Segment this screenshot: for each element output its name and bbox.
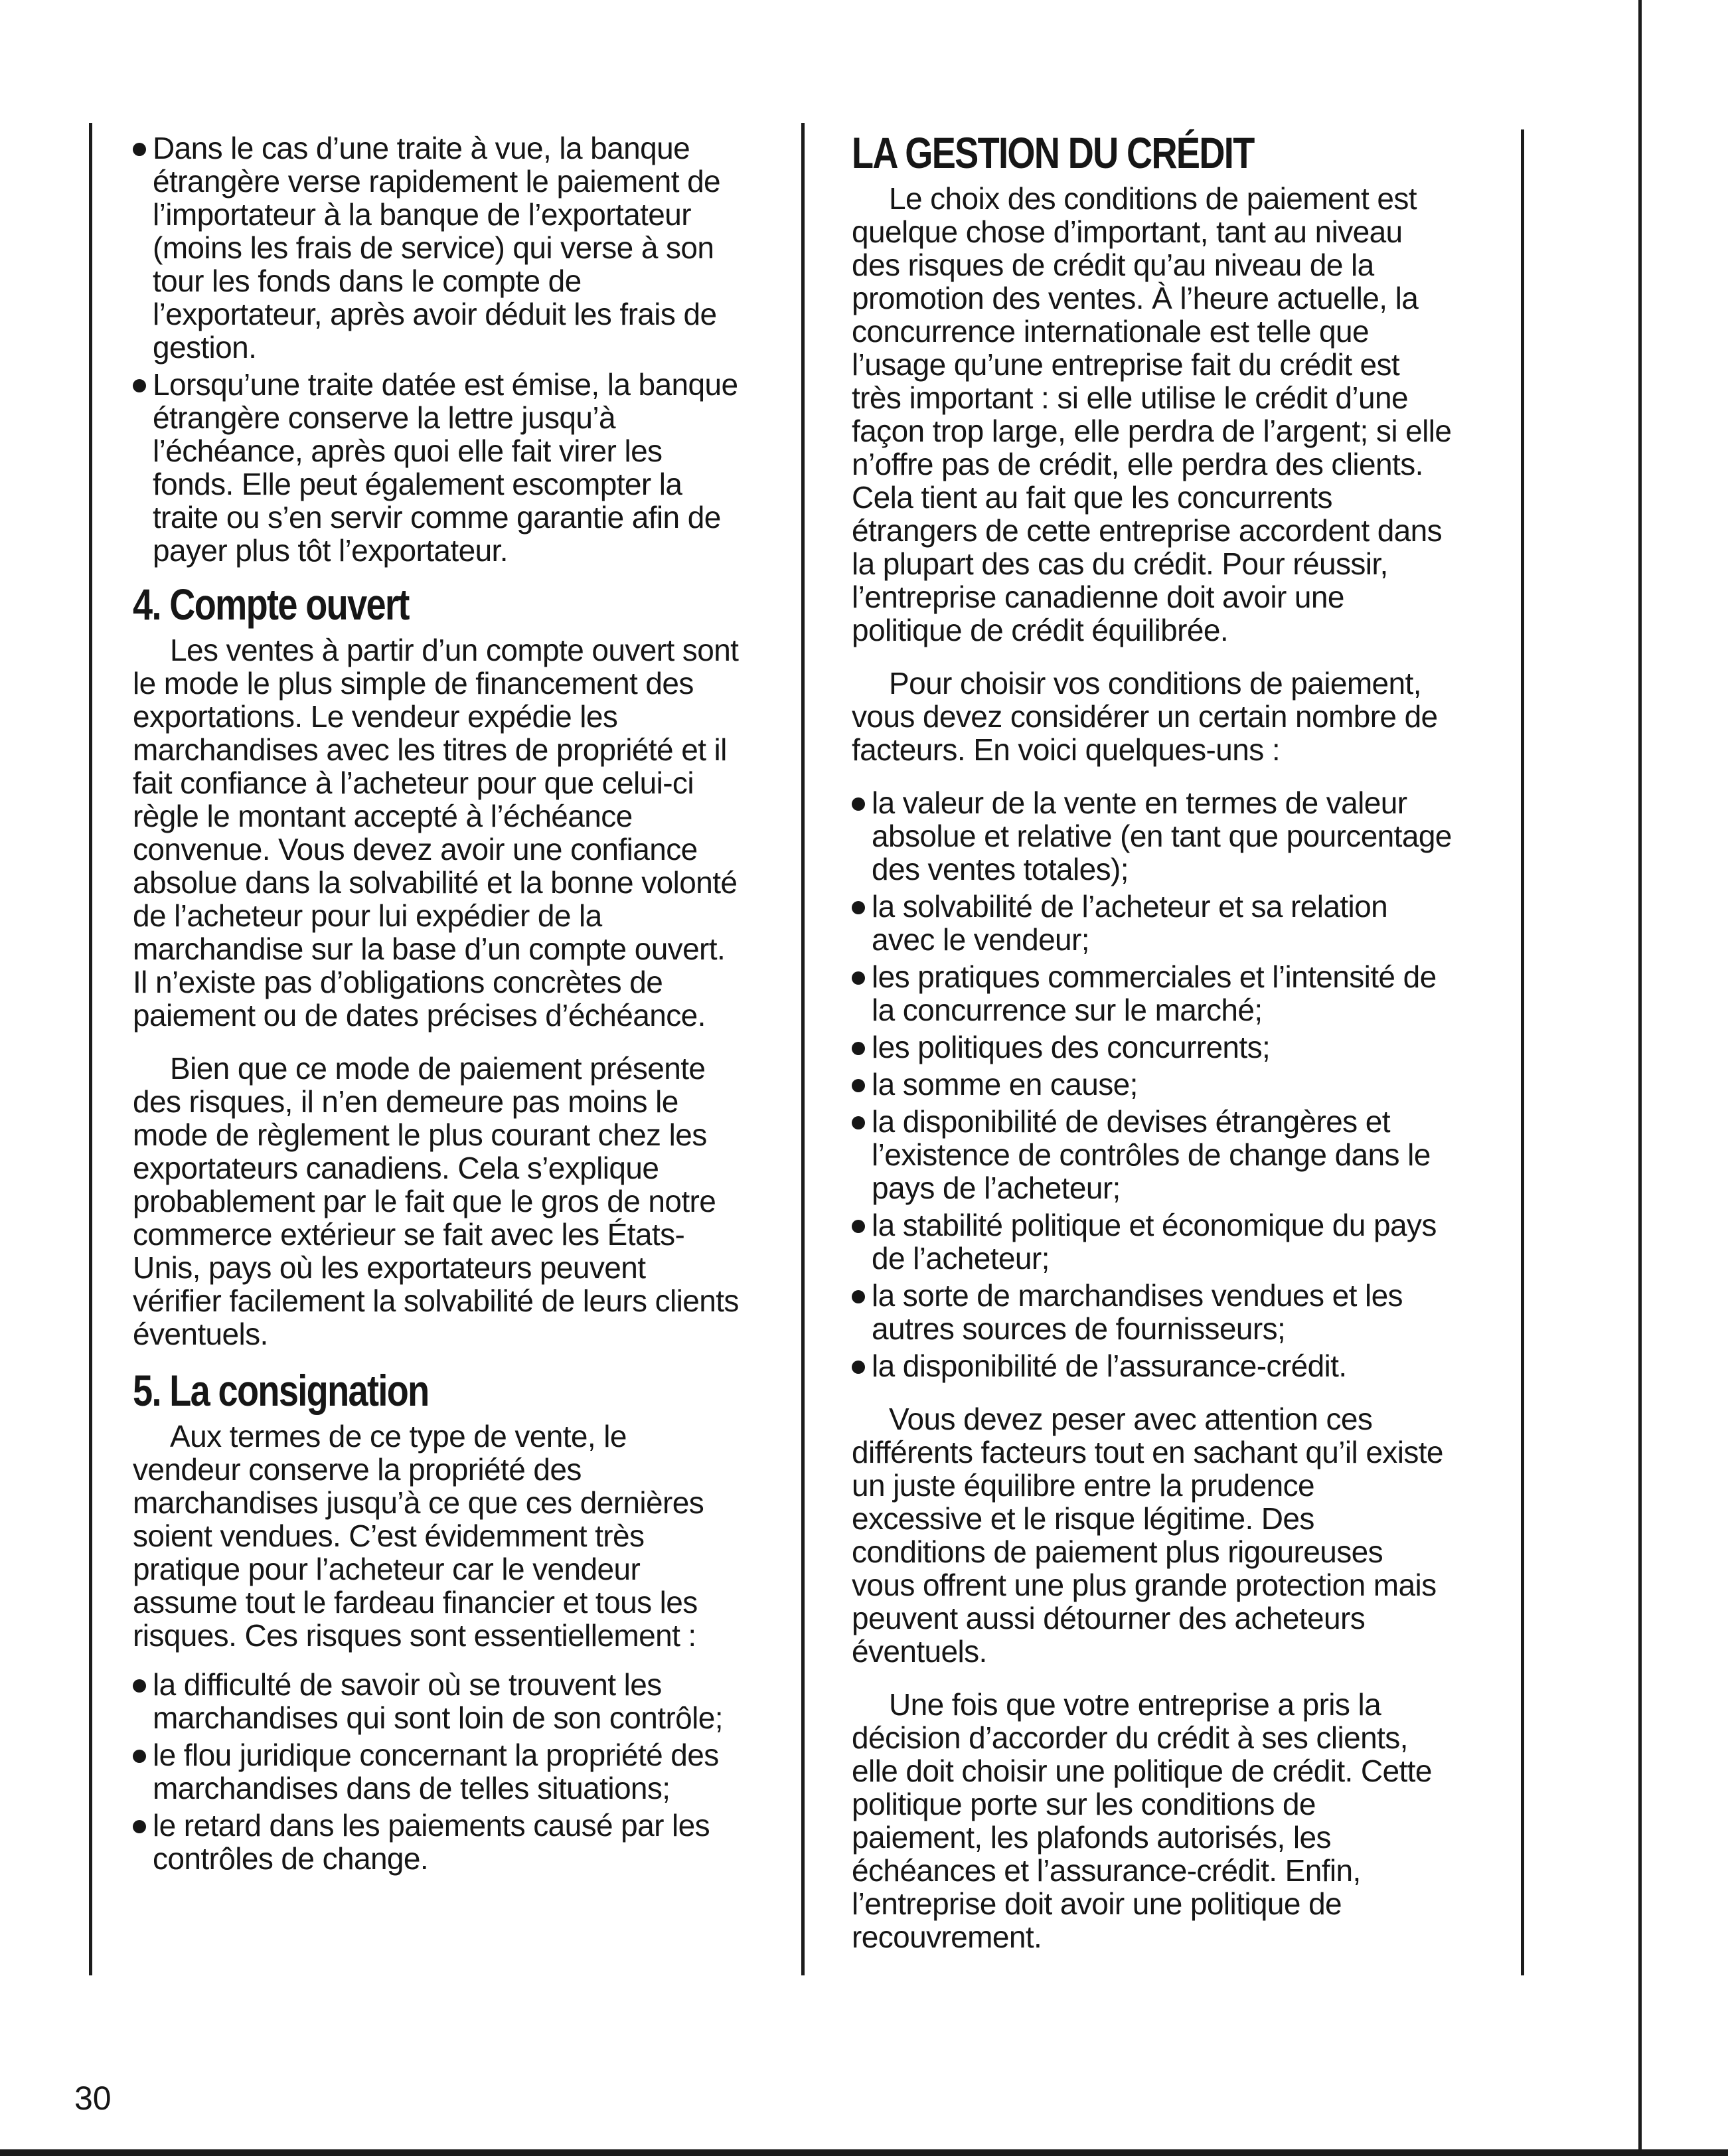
list-item: la sorte de marchandises vendues et les autres sources de fournisseurs; <box>852 1279 1453 1345</box>
list-item: la valeur de la vente en termes de valeur absolue et relative (en tant que pourcentage des ventes totales); <box>852 786 1453 886</box>
list-item: les pratiques commerciales et l’intensité de la concurrence sur le marché; <box>852 960 1453 1027</box>
column-divider-rule <box>801 123 805 1975</box>
payment-factors-list <box>852 786 1453 1382</box>
list-item: la somme en cause; <box>852 1068 1453 1101</box>
section-heading-compte-ouvert: 4. Compte ouvert <box>133 580 409 629</box>
paragraph: Aux termes de ce type de vente, le vendeur conserve la propriété des marchandises jusqu’à ce que ces dernières soient vendues. C’est évidemment très pratique pour l’acheteur car le vendeur assume tout le fardeau financier et tous les risques. Ces risques sont essentiellement : <box>133 1419 704 1653</box>
list-item: la difficulté de savoir où se trouvent les marchandises qui sont loin de son contrôle; <box>133 1668 740 1734</box>
left-margin-rule <box>89 123 92 1975</box>
list-item: la stabilité politique et économique du pays de l’acheteur; <box>852 1208 1453 1275</box>
page-edge-right <box>1638 0 1642 2156</box>
right-column <box>852 127 1453 1953</box>
list-item: le flou juridique concernant la propriété des marchandises dans de telles situations; <box>133 1738 740 1805</box>
paragraph: Les ventes à partir d’un compte ouvert sont le mode le plus simple de financement des exportations. Le vendeur expédie les marchandises avec les titres de propriété et il fait confiance à l’acheteur pour que celui-ci règle le montant accepté à l’échéance convenue. Vous devez avoir une confiance absolue dans la solvabilité et la bonne volonté de l’acheteur pour lui expédier de la marchandise sur la base d’un compte ouvert. Il n’existe pas d’obligations concrètes de paiement ou de dates précises d’échéance. <box>133 633 739 1033</box>
page-edge-bottom <box>0 2149 1728 2156</box>
section-heading-consignation: 5. La consignation <box>133 1366 429 1415</box>
section-heading-gestion-credit: LA GESTION DU CRÉDIT <box>852 128 1254 177</box>
paragraph: Pour choisir vos conditions de paiement, vous devez considérer un certain nombre de facteurs. En voici quelques-uns : <box>852 666 1438 767</box>
left-column <box>133 131 740 1879</box>
paragraph: Bien que ce mode de paiement présente des risques, il n’en demeure pas moins le mode de règlement le plus courant chez les exportateurs canadiens. Cela s’explique probablement par le fait que le gros de notre commerce extérieur se fait avec les États-Unis, pays où les exportateurs peuvent vérifier facilement la solvabilité de leurs clients éventuels. <box>133 1051 739 1351</box>
list-item: la solvabilité de l’acheteur et sa relation avec le vendeur; <box>852 890 1453 956</box>
top-bullet-list <box>133 131 740 567</box>
list-item: le retard dans les paiements causé par les contrôles de change. <box>133 1809 740 1875</box>
list-item: les politiques des concurrents; <box>852 1031 1453 1064</box>
list-item: Lorsqu’une traite datée est émise, la banque étrangère conserve la lettre jusqu’à l’échéance, après quoi elle fait virer les fonds. Elle peut également escompter la traite ou s’en servir comme garantie afin de payer plus tôt l’exportateur. <box>133 368 740 567</box>
paragraph: Une fois que votre entreprise a pris la décision d’accorder du crédit à ses clients, elle doit choisir une politique de crédit. Cette politique porte sur les conditions de paiement, les plafonds autorisés, les échéances et l’assurance-crédit. Enfin, l’entreprise doit avoir une politique de recouvrement. <box>852 1687 1432 1954</box>
paragraph: Vous devez peser avec attention ces différents facteurs tout en sachant qu’il existe un juste équilibre entre la prudence excessive et le risque légitime. Des conditions de paiement plus rigoureuses vous offrent une plus grande protection mais peuvent aussi détourner des acheteurs éventuels. <box>852 1402 1443 1669</box>
right-margin-rule <box>1521 129 1524 1975</box>
page-number: 30 <box>74 2080 112 2117</box>
list-item: la disponibilité de devises étrangères et l’existence de contrôles de change dans le pays de l’acheteur; <box>852 1105 1453 1204</box>
paragraph: Le choix des conditions de paiement est quelque chose d’important, tant au niveau des risques de crédit qu’au niveau de la promotion des ventes. À l’heure actuelle, la concurrence internationale est telle que l’usage qu’une entreprise fait du crédit est très important : si elle utilise le crédit d’une façon trop large, elle perdra de l’argent; si elle n’offre pas de crédit, elle perdra des clients. Cela tient au fait que les concurrents étrangers de cette entreprise accordent dans la plupart des cas du crédit. Pour réussir, l’entreprise canadienne doit avoir une politique de crédit équilibrée. <box>852 181 1452 647</box>
list-item: la disponibilité de l’assurance-crédit. <box>852 1349 1453 1382</box>
list-item: Dans le cas d’une traite à vue, la banque étrangère verse rapidement le paiement de l’importateur à la banque de l’exportateur (moins les frais de service) qui verse à son tour les fonds dans le compte de l’exportateur, après avoir déduit les frais de gestion. <box>133 131 740 364</box>
consignation-risk-list <box>133 1668 740 1875</box>
